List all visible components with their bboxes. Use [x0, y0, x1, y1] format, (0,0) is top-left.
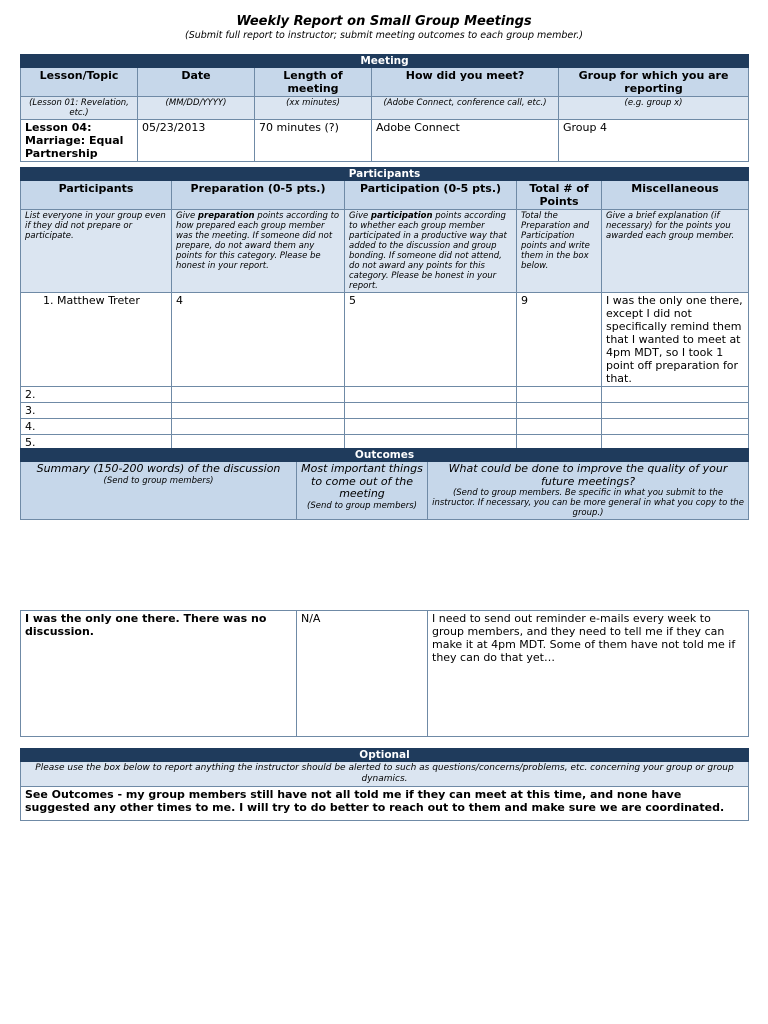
participant-part[interactable] [345, 419, 517, 435]
value-length[interactable]: 70 minutes (?) [255, 120, 372, 162]
table-row [21, 403, 749, 419]
participant-part[interactable] [345, 403, 517, 419]
hint-participants: List everyone in your group even if they did not prepare or participate. [21, 210, 172, 293]
outcomes-section-title: Outcomes [21, 449, 749, 462]
outcome-summary[interactable]: I was the only one there. There was no discussion. [21, 611, 297, 737]
col-group: Group for which you are reporting [559, 68, 749, 97]
meeting-section-title: Meeting [21, 55, 749, 68]
col-lesson-topic: Lesson/Topic [21, 68, 138, 97]
col-miscellaneous: Miscellaneous [602, 181, 749, 210]
col-preparation: Preparation (0-5 pts.) [172, 181, 345, 210]
participant-name[interactable]: 4. [21, 419, 172, 435]
hint-lesson: (Lesson 01: Revelation, etc.) [21, 97, 138, 120]
hint-participation: Give participation points according to whether each group member participated in a productive way that added to the discussion and group bonding. If someone did not attend, do not award any points for this category. Please be honest in your report. [345, 210, 517, 293]
optional-table [20, 748, 749, 821]
outcomes-values-table [20, 610, 749, 737]
value-group[interactable]: Group 4 [559, 120, 749, 162]
participant-prep[interactable] [172, 419, 345, 435]
participant-misc[interactable] [602, 387, 749, 403]
participant-prep[interactable]: 4 [172, 293, 345, 387]
participant-misc[interactable] [602, 419, 749, 435]
col-total-points: Total # of Points [517, 181, 602, 210]
page-title: Weekly Report on Small Group Meetings [236, 14, 532, 29]
participant-prep[interactable] [172, 403, 345, 419]
col-length: Length of meeting [255, 68, 372, 97]
hint-group: (e.g. group x) [559, 97, 749, 120]
participant-total[interactable] [517, 387, 602, 403]
value-how-met[interactable]: Adobe Connect [372, 120, 559, 162]
participant-part[interactable]: 5 [345, 293, 517, 387]
participant-misc[interactable]: I was the only one there, except I did not specifically remind them that I wanted to meet at 4pm MDT, so I took 1 point off preparation for that. [602, 293, 749, 387]
outcome-important[interactable]: N/A [297, 611, 428, 737]
col-participation: Participation (0-5 pts.) [345, 181, 517, 210]
col-participants: Participants [21, 181, 172, 210]
col-how-met: How did you meet? [372, 68, 559, 97]
col-improve: What could be done to improve the quality of your future meetings? (Send to group members. Be specific in what you submit to the instructor. If necessary, you can be more general in what you copy to the group.) [428, 462, 749, 520]
value-date[interactable]: 05/23/2013 [138, 120, 255, 162]
participant-prep[interactable] [172, 387, 345, 403]
hint-misc: Give a brief explanation (if necessary) for the points you awarded each group member. [602, 210, 749, 293]
hint-date: (MM/DD/YYYY) [138, 97, 255, 120]
value-lesson[interactable]: Lesson 04: Marriage: Equal Partnership [21, 120, 138, 162]
optional-hint: Please use the box below to report anything the instructor should be alerted to such as questions/concerns/problems, etc. concerning your group or group dynamics. [21, 762, 749, 787]
hint-length: (xx minutes) [255, 97, 372, 120]
hint-preparation: Give preparation points according to how prepared each group member was the meeting. If someone did not prepare, do not award them any points for this category. Please be honest in your report. [172, 210, 345, 293]
optional-section-title: Optional [21, 749, 749, 762]
hint-how-met: (Adobe Connect, conference call, etc.) [372, 97, 559, 120]
col-date: Date [138, 68, 255, 97]
hint-total: Total the Preparation and Participation points and write them in the box below. [517, 210, 602, 293]
participant-name[interactable]: 3. [21, 403, 172, 419]
table-row [21, 419, 749, 435]
table-row [21, 293, 749, 387]
participant-part[interactable] [345, 387, 517, 403]
meeting-table [20, 54, 749, 162]
outcomes-header-table [20, 448, 749, 520]
participants-table [20, 167, 749, 451]
participant-total[interactable]: 9 [517, 293, 602, 387]
page-subtitle: (Submit full report to instructor; submit meeting outcomes to each group member.) [184, 30, 583, 41]
outcome-improve[interactable]: I need to send out reminder e-mails every week to group members, and they need to tell me if they can make it at 4pm MDT. Some of them have not told me if they can do that yet… [428, 611, 749, 737]
participant-name[interactable]: 2. [21, 387, 172, 403]
table-row [21, 387, 749, 403]
participants-section-title: Participants [21, 168, 749, 181]
optional-notes[interactable]: See Outcomes - my group members still have not all told me if they can meet at this time, and none have suggested any other times to me. I will try to do better to reach out to them and make sure we are coordinated. [21, 787, 749, 821]
participant-total[interactable] [517, 419, 602, 435]
participant-misc[interactable] [602, 403, 749, 419]
participant-total[interactable] [517, 403, 602, 419]
col-summary: Summary (150-200 words) of the discussion (Send to group members) [21, 462, 297, 520]
participant-name[interactable]: 5. [21, 435, 172, 451]
participant-name[interactable]: 1. Matthew Treter [21, 293, 172, 387]
col-important-things: Most important things to come out of the meeting (Send to group members) [297, 462, 428, 520]
